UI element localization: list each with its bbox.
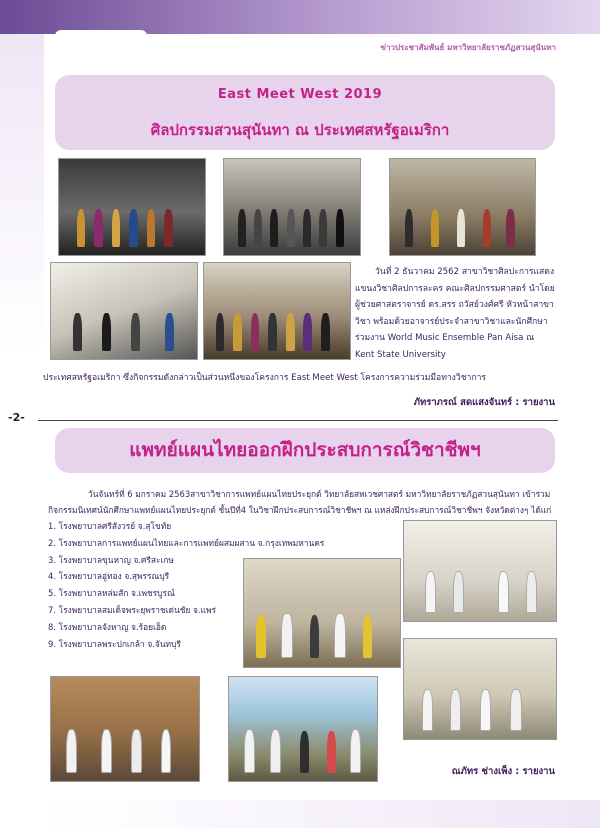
photo-stage-group: [58, 158, 206, 256]
bulletin-header: ข่าวประชาสัมพันธ์ มหาวิทยาลัยราชภัฏสวนสุนันทา: [380, 43, 556, 52]
photo-ensemble: [203, 262, 351, 360]
section2-intro: วันจันทร์ที่ 6 มกราคม 2563สาขาวิชาการแพทย์แผนไทยประยุกต์ วิทยาลัยสหเวชศาสตร์ มหาวิทยาลัยราชภัฏสวนสุนันทา เข้าร่วมกิจกรรมนิเทศน์นักศึกษาแพทย์แผนไทยประยุกต์ ชั้นปีที่4 ในวิชาฝึกประสบการณ์วิชาชีพฯ ณ แหล่งฝึกประสบการณ์วิชาชีพฯ จังหวัดต่างๆ ได้แก่: [48, 489, 552, 515]
section1-reporter: ภัทราภรณ์ สดแสงจันทร์ : รายงาน: [413, 397, 555, 408]
list-item: 5. โรงพยาบาลหล่มสัก จ.เพชรบูรณ์: [48, 588, 175, 599]
section2-title: แพทย์แผนไทยออกฝึกประสบการณ์วิชาชีพฯ: [129, 439, 481, 461]
list-item: 3. โรงพยาบาลขุนหาญ จ.ศรีสะเกษ: [48, 554, 174, 565]
photo-ward-visit: [50, 676, 200, 782]
list-item: 4. โรงพยาบาลอู่ทอง จ.สุพรรณบุรี: [48, 571, 170, 582]
section2-reporter: ณภัทร ช่างเพ็ง : รายงาน: [451, 766, 555, 777]
section1-body-full: ประเทศสหรัฐอเมริกา ซึ่งกิจกรรมดังกล่าวเป็นส่วนหนึ่งของโครงการ East Meet West โครงการความร่วมมือทางวิชาการ: [43, 373, 487, 383]
page-number: -2-: [8, 411, 25, 424]
photo-outdoor-tent: [228, 676, 378, 782]
list-item: 7. โรงพยาบาลสมเด็จพระยุพราชเด่นชัย จ.แพร่: [48, 604, 216, 615]
list-item: 1. โรงพยาบาลศรีสังวรย์ จ.สุโขทัย: [48, 521, 172, 531]
photo-supervision-room: [243, 558, 401, 668]
bottom-decor: [44, 800, 600, 828]
list-item: 2. โรงพยาบาลการแพทย์แผนไทยและการแพทย์ผสมผสาน จ.กรุงเทพมหานคร: [48, 537, 325, 548]
photo-certificate: [389, 158, 536, 256]
list-item: 9. โรงพยาบาลพระปกเกล้า จ.จันทบุรี: [48, 638, 181, 649]
section1-title-th: ศิลปกรรมสวนสุนันทา ณ ประเทศสหรัฐอเมริกา: [150, 121, 450, 139]
photo-selfie: [50, 262, 198, 360]
left-decor-strip: [0, 34, 44, 828]
photo-clinic-corridor: [403, 520, 557, 622]
section1-title-en: East Meet West 2019: [217, 87, 383, 102]
photo-hall-group: [223, 158, 361, 256]
list-item: 8. โรงพยาบาลจังหาญ จ.ร้อยเอ็ด: [48, 621, 167, 632]
section1-body-wrap: วันที่ 2 ธันวาคม 2562 สาขาวิชาศิลปะการแสดง แขนงวิชาศิลปการละคร คณะศิลปกรรมศาสตร์ นำโดย ผู้ช่วยศาสตราจารย์ ดร.สรร ถวัสย์วงศ์ศรี หัวหน้าสาขาวิชา พร้อมด้วยอาจารย์ประจำสาขาวิชาและนักศึกษา ร่วมงาน World Music Ensemble Pan Aisa ณ Kent State University: [355, 267, 555, 360]
header-tab: [55, 30, 147, 50]
section-divider: [38, 420, 558, 421]
photo-treatment-room: [403, 638, 557, 740]
top-banner: [0, 0, 600, 34]
